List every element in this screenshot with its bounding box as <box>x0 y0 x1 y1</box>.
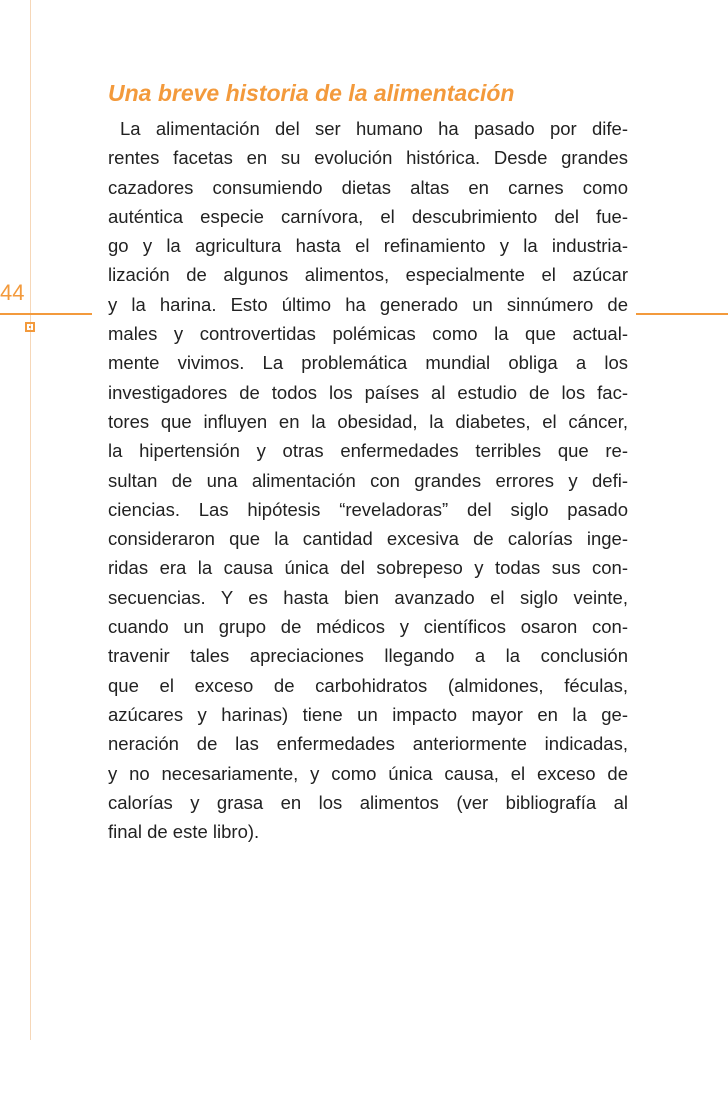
text-line: cazadores consumiendo dietas altas en carnes como <box>108 176 628 198</box>
text-line: sultan de una alimentación con grandes errores y defi- <box>108 469 628 491</box>
text-line: males y controvertidas polémicas como la que actual- <box>108 323 628 345</box>
left-accent-rule <box>0 313 92 315</box>
text-line: lización de algunos alimentos, especialmente el azúcar <box>108 264 628 286</box>
margin-guide-line <box>30 0 31 1040</box>
text-line: secuencias. Y es hasta bien avanzado el siglo veinte, <box>108 586 628 608</box>
text-line: calorías y grasa en los alimentos (ver bibliografía al <box>108 791 628 813</box>
text-line: que el exceso de carbohidratos (almidones, féculas, <box>108 674 628 696</box>
text-line: mente vivimos. La problemática mundial obliga a los <box>108 352 628 374</box>
text-line: ciencias. Las hipótesis “reveladoras” del siglo pasado <box>108 498 628 520</box>
text-line: consideraron que la cantidad excesiva de calorías inge- <box>108 528 628 550</box>
text-line: auténtica especie carnívora, el descubrimiento del fue- <box>108 205 628 227</box>
page-title: Una breve historia de la alimentación <box>108 80 515 106</box>
square-marker-icon <box>25 322 35 332</box>
text-line: neración de las enfermedades anteriormente indicadas, <box>108 733 628 755</box>
text-line: ridas era la causa única del sobrepeso y todas sus con- <box>108 557 628 579</box>
text-line: investigadores de todos los países al estudio de los fac- <box>108 381 628 403</box>
text-line: rentes facetas en su evolución histórica. Desde grandes <box>108 147 628 169</box>
body-text <box>108 114 628 846</box>
text-line: tores que influyen en la obesidad, la diabetes, el cáncer, <box>108 410 628 432</box>
text-line: y la harina. Esto último ha generado un sinnúmero de <box>108 293 628 315</box>
text-line: final de este libro). <box>108 821 260 843</box>
page-number: 44 <box>0 280 25 305</box>
text-line: cuando un grupo de médicos y científicos osaron con- <box>108 616 628 638</box>
text-line: azúcares y harinas) tiene un impacto mayor en la ge- <box>108 703 628 725</box>
right-accent-rule <box>636 313 728 315</box>
text-line: La alimentación del ser humano ha pasado por dife- <box>120 118 628 139</box>
text-line: la hipertensión y otras enfermedades terribles que re- <box>108 440 628 462</box>
text-line: go y la agricultura hasta el refinamiento y la industria- <box>108 235 628 257</box>
text-line: y no necesariamente, y como única causa, el exceso de <box>108 762 628 784</box>
text-line: travenir tales apreciaciones llegando a la conclusión <box>108 645 628 667</box>
